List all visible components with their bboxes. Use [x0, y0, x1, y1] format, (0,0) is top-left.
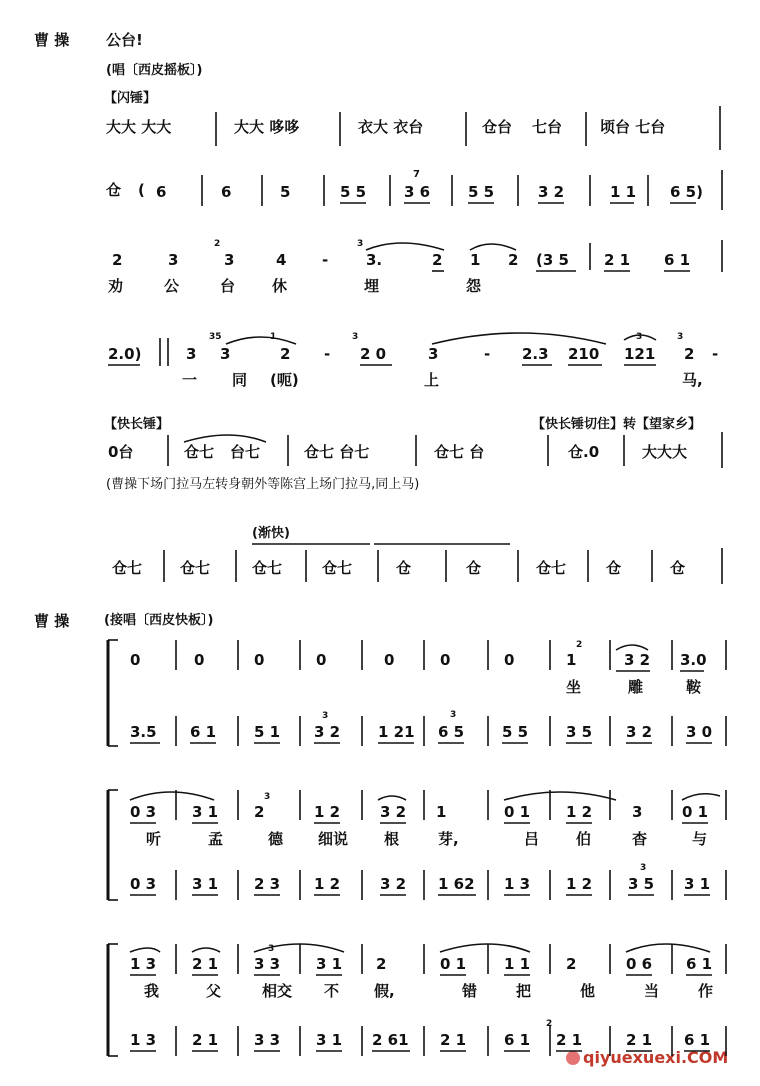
- note: -: [484, 345, 491, 363]
- lyric: 父: [206, 982, 222, 1000]
- vocal-note: 3 1: [316, 955, 343, 973]
- note: 210: [568, 345, 600, 363]
- accomp-note: 3.5: [130, 723, 157, 741]
- lyric: 埋: [364, 277, 380, 295]
- note: (3 5: [536, 251, 569, 269]
- accomp-note: 2 1: [440, 1031, 467, 1049]
- accomp-note: 5 5: [502, 723, 529, 741]
- perc-measure: 仓.0: [568, 443, 600, 461]
- lyric: 德: [268, 830, 284, 848]
- note: 3 2: [538, 183, 565, 201]
- perc-measure: 仓: [606, 559, 622, 577]
- vocal-note: 3 3: [254, 955, 281, 973]
- grace-note: 3: [268, 944, 275, 954]
- vocal-note: 3.0: [680, 651, 707, 669]
- accomp-note: 3 2: [314, 723, 341, 741]
- lyric: 雕: [628, 678, 644, 696]
- tempo-mark: (渐快): [252, 526, 290, 541]
- grace-note: 3: [357, 239, 364, 249]
- note: 2.0): [108, 345, 142, 363]
- lyric: 同: [232, 371, 248, 389]
- grace-note: 3: [677, 332, 684, 342]
- lyric: 错: [462, 982, 478, 1000]
- perc-measure: 仓七: [536, 559, 567, 577]
- lyric: 当: [644, 982, 660, 1000]
- vocal-note: 2: [566, 955, 577, 973]
- speaker-name: 曹 操: [34, 31, 70, 49]
- perc-measure: 0台: [108, 443, 134, 461]
- lyric: 细说: [318, 830, 349, 848]
- vocal-note: 0: [254, 651, 265, 669]
- lyric: 根: [384, 830, 400, 848]
- grace-note: 3: [450, 710, 457, 720]
- lyric: 伯: [576, 830, 592, 848]
- note: 121: [624, 345, 656, 363]
- lyric: 坐: [566, 678, 582, 696]
- speaker-name: 曹 操: [34, 612, 70, 630]
- perc-measure: 仓七: [252, 559, 283, 577]
- vocal-note: 1: [566, 651, 577, 669]
- grace-note: 3: [640, 863, 647, 873]
- percussion-mark: 【快长锤】: [104, 417, 170, 432]
- accomp-note: 6 5: [438, 723, 465, 741]
- vocal-note: 1 3: [130, 955, 157, 973]
- lyric: 相交: [262, 982, 293, 1000]
- perc-measure: 仓台: [482, 118, 513, 136]
- accomp-note: 2 1: [626, 1031, 653, 1049]
- note: 2: [684, 345, 695, 363]
- lyric: 与: [692, 830, 708, 848]
- lyric: 芽,: [438, 830, 459, 848]
- grace-note: 7: [413, 169, 420, 180]
- grace-note: 1: [270, 332, 277, 342]
- note: 2.3: [522, 345, 549, 363]
- vocal-note: 0 6: [626, 955, 653, 973]
- percussion-mark: 【快长锤切住】转【望家乡】: [532, 417, 702, 432]
- note: 5: [280, 183, 291, 201]
- vocal-note: 0 3: [130, 803, 157, 821]
- lyric: 我: [144, 982, 160, 1000]
- perc-measure: 台七: [230, 443, 261, 461]
- vocal-note: 2: [376, 955, 387, 973]
- note: 5 5: [468, 183, 495, 201]
- singing-direction: (接唱〔西皮快板〕): [104, 613, 214, 628]
- note: 3.: [366, 251, 383, 269]
- perc-measure: 仓: [670, 559, 686, 577]
- spoken-line: 公台!: [106, 31, 143, 49]
- accomp-note: 3 1: [316, 1031, 343, 1049]
- lyric: 劝: [108, 277, 124, 295]
- note: 5 5: [340, 183, 367, 201]
- note: 仓: [106, 181, 122, 199]
- vocal-note: 0 1: [504, 803, 531, 821]
- accomp-note: 3 2: [380, 875, 407, 893]
- vocal-note: 0: [194, 651, 205, 669]
- note: 1 1: [610, 183, 637, 201]
- note: 6 1: [664, 251, 691, 269]
- grace-note: 3: [636, 332, 643, 342]
- accomp-note: 6 1: [684, 1031, 711, 1049]
- note: 2: [112, 251, 123, 269]
- perc-measure: 大大 大大: [106, 118, 172, 136]
- accomp-note: 2 3: [254, 875, 281, 893]
- accomp-note: 1 3: [504, 875, 531, 893]
- accomp-note: 6 1: [504, 1031, 531, 1049]
- vocal-note: 1 1: [504, 955, 531, 973]
- note: -: [712, 345, 719, 363]
- lyric: 他: [580, 982, 596, 1000]
- vocal-note: 1 2: [314, 803, 341, 821]
- accomp-note: 5 1: [254, 723, 281, 741]
- perc-measure: 仓七: [322, 559, 353, 577]
- perc-measure: 仓: [396, 559, 412, 577]
- lyric: 孟: [208, 830, 224, 848]
- grace-note: 3: [322, 711, 329, 721]
- vocal-note: 3 1: [192, 803, 219, 821]
- vocal-note: 0: [384, 651, 395, 669]
- grace-note: 2: [214, 239, 221, 249]
- note: 3: [428, 345, 439, 363]
- vocal-note: 0: [316, 651, 327, 669]
- lyric: 鞍: [686, 678, 702, 696]
- perc-measure: 仓七 台: [434, 443, 485, 461]
- grace-note: 35: [209, 332, 222, 342]
- note: 3 6: [404, 183, 431, 201]
- note: 2: [508, 251, 519, 269]
- lyric: (呃): [270, 371, 299, 389]
- accomp-note: 2 61: [372, 1031, 409, 1049]
- lyric: 作: [698, 982, 714, 1000]
- note: 2 0: [360, 345, 387, 363]
- note: -: [324, 345, 331, 363]
- perc-measure: 仓: [466, 559, 482, 577]
- note: 6: [156, 183, 167, 201]
- note: 6 5): [670, 183, 703, 201]
- vocal-note: 0: [504, 651, 515, 669]
- lyric: 吕: [524, 830, 540, 848]
- perc-measure: 仓七 台七: [304, 443, 370, 461]
- note: 1: [470, 251, 481, 269]
- accomp-note: 3 3: [254, 1031, 281, 1049]
- note: -: [322, 251, 329, 269]
- vocal-note: 6 1: [686, 955, 713, 973]
- accomp-note: 3 1: [192, 875, 219, 893]
- perc-measure: 大大 哆哆: [234, 118, 300, 136]
- lyric: 马,: [682, 371, 703, 389]
- perc-measure: 七台: [532, 118, 563, 136]
- stage-direction: (曹操下场门拉马左转身朝外等陈宫上场门拉马,同上马): [106, 477, 420, 492]
- vocal-note: 2: [254, 803, 265, 821]
- vocal-note: 3 2: [380, 803, 407, 821]
- note: 4: [276, 251, 287, 269]
- lyric: 杳: [632, 830, 648, 848]
- lyric: 把: [516, 982, 532, 1000]
- lyric: 公: [164, 277, 180, 295]
- lyric: 假,: [374, 982, 395, 1000]
- note: 2: [432, 251, 443, 269]
- vocal-note: 0: [130, 651, 141, 669]
- accomp-note: 1 2: [314, 875, 341, 893]
- note: 6: [221, 183, 232, 201]
- lyric: 听: [146, 830, 162, 848]
- vocal-note: 0 1: [682, 803, 709, 821]
- accomp-note: 3 5: [566, 723, 593, 741]
- note: 3: [168, 251, 179, 269]
- accomp-note: 1 3: [130, 1031, 157, 1049]
- singing-direction: (唱〔西皮摇板〕): [106, 63, 203, 78]
- grace-note: 2: [576, 640, 583, 650]
- note: 2 1: [604, 251, 631, 269]
- vocal-note: 1: [436, 803, 447, 821]
- vocal-note: 2 1: [192, 955, 219, 973]
- lyric: 上: [424, 371, 440, 389]
- note: 2: [280, 345, 291, 363]
- accomp-note: 6 1: [190, 723, 217, 741]
- perc-measure: 顷台 七台: [600, 118, 666, 136]
- accomp-note: 3 1: [684, 875, 711, 893]
- vocal-note: 3: [632, 803, 643, 821]
- accomp-note: 2 1: [556, 1031, 583, 1049]
- accomp-note: 3 5: [628, 875, 655, 893]
- accomp-note: 0 3: [130, 875, 157, 893]
- vocal-note: 0: [440, 651, 451, 669]
- accomp-note: 3 0: [686, 723, 713, 741]
- note: (: [138, 181, 145, 199]
- perc-measure: 大大大: [642, 443, 688, 461]
- accomp-note: 1 2: [566, 875, 593, 893]
- percussion-mark: 【闪锤】: [104, 91, 157, 106]
- grace-note: 3: [352, 332, 359, 342]
- perc-measure: 衣大 衣台: [358, 118, 424, 136]
- accomp-note: 3 2: [626, 723, 653, 741]
- accomp-note: 1 62: [438, 875, 475, 893]
- vocal-note: 1 2: [566, 803, 593, 821]
- note: 3: [220, 345, 231, 363]
- perc-measure: 仓七: [180, 559, 211, 577]
- note: 3: [224, 251, 235, 269]
- watermark-text: qiyuexuexi.COM: [583, 1048, 729, 1067]
- lyric: 怨: [466, 277, 482, 295]
- vocal-note: 3 2: [624, 651, 651, 669]
- accomp-note: 1 21: [378, 723, 415, 741]
- perc-measure: 仓七: [184, 443, 215, 461]
- lyric: 台: [220, 277, 236, 295]
- accomp-note: 2 1: [192, 1031, 219, 1049]
- note: 3: [186, 345, 197, 363]
- perc-measure: 仓七: [112, 559, 143, 577]
- grace-note: 2: [546, 1019, 553, 1029]
- lyric: 不: [324, 982, 340, 1000]
- lyric: 一: [182, 371, 198, 389]
- grace-note: 3: [264, 792, 271, 802]
- lyric: 休: [272, 277, 288, 295]
- vocal-note: 0 1: [440, 955, 467, 973]
